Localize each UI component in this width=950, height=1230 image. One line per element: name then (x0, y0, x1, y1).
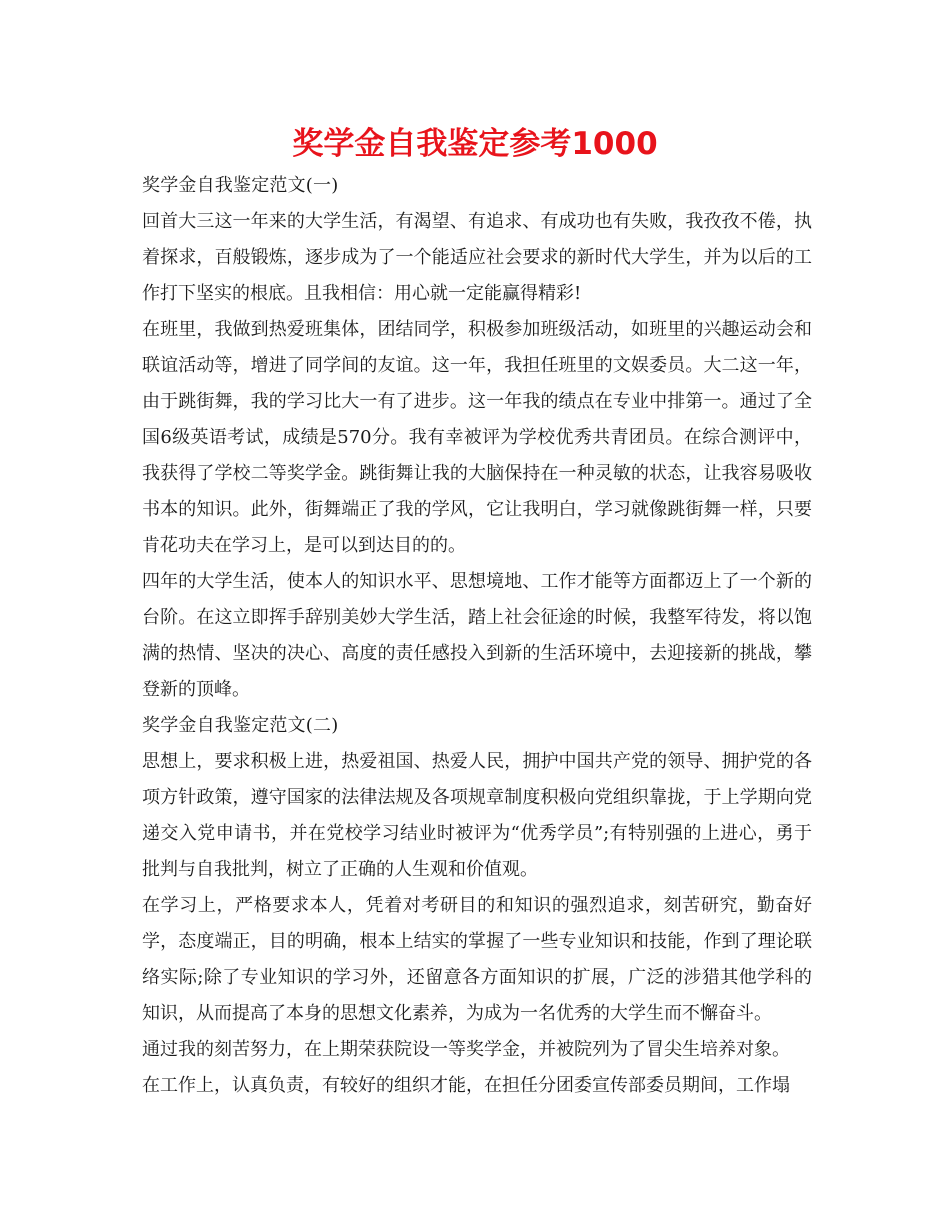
paragraph: 四年的大学生活，使本人的知识水平、思想境地、工作才能等方面都迈上了一个新的台阶。在这立即挥手辞别美妙大学生活，踏上社会征途的时候，我整军待发，将以饱满的热情、坚决的决心、高度的责任感投入到新的生活环境中，去迎接新的挑战，攀登新的顶峰。 (142, 571, 812, 700)
section-heading: 奖学金自我鉴定范文(二) (142, 715, 339, 736)
document-title: 奖学金自我鉴定参考1000 (292, 126, 658, 162)
paragraph: 回首大三这一年来的大学生活，有渴望、有追求、有成功也有失败，我孜孜不倦，执着探求，百般锻炼，逐步成为了一个能适应社会要求的新时代大学生，并为以后的工作打下坚实的根底。且我相信：用心就一定能赢得精彩! (142, 211, 812, 304)
section-heading: 奖学金自我鉴定范文(一) (142, 175, 339, 196)
paragraph: 在班里，我做到热爱班集体，团结同学，积极参加班级活动，如班里的兴趣运动会和联谊活动等，增进了同学间的友谊。这一年，我担任班里的文娱委员。大二这一年，由于跳街舞，我的学习比大一有了进步。这一年我的绩点在专业中排第一。通过了全国6级英语考试，成绩是570分。我有幸被评为学校优秀共青团员。在综合测评中，我获得了学校二等奖学金。跳街舞让我的大脑保持在一种灵敏的状态，让我容易吸收书本的知识。此外，街舞端正了我的学风，它让我明白，学习就像跳街舞一样，只要肯花功夫在学习上，是可以到达目的的。 (142, 319, 812, 556)
paragraph: 在工作上，认真负责，有较好的组织才能，在担任分团委宣传部委员期间，工作塌 (142, 1075, 790, 1096)
paragraph: 思想上，要求积极上进，热爱祖国、热爱人民，拥护中国共产党的领导、拥护党的各项方针政策，遵守国家的法律法规及各项规章制度积极向党组织靠拢，于上学期向党递交入党申请书，并在党校学习结业时被评为“优秀学员”;有特别强的上进心，勇于批判与自我批判，树立了正确的人生观和价值观。 (142, 751, 812, 880)
paragraph: 通过我的刻苦努力，在上期荣获院设一等奖学金，并被院列为了冒尖生培养对象。 (142, 1039, 790, 1060)
document-body (142, 168, 812, 1104)
paragraph: 在学习上，严格要求本人，凭着对考研目的和知识的强烈追求，刻苦研究，勤奋好学，态度端正，目的明确，根本上结实的掌握了一些专业知识和技能，作到了理论联络实际;除了专业知识的学习外，还留意各方面知识的扩展，广泛的涉猎其他学科的知识，从而提高了本身的思想文化素养，为成为一名优秀的大学生而不懈奋斗。 (142, 895, 812, 1024)
